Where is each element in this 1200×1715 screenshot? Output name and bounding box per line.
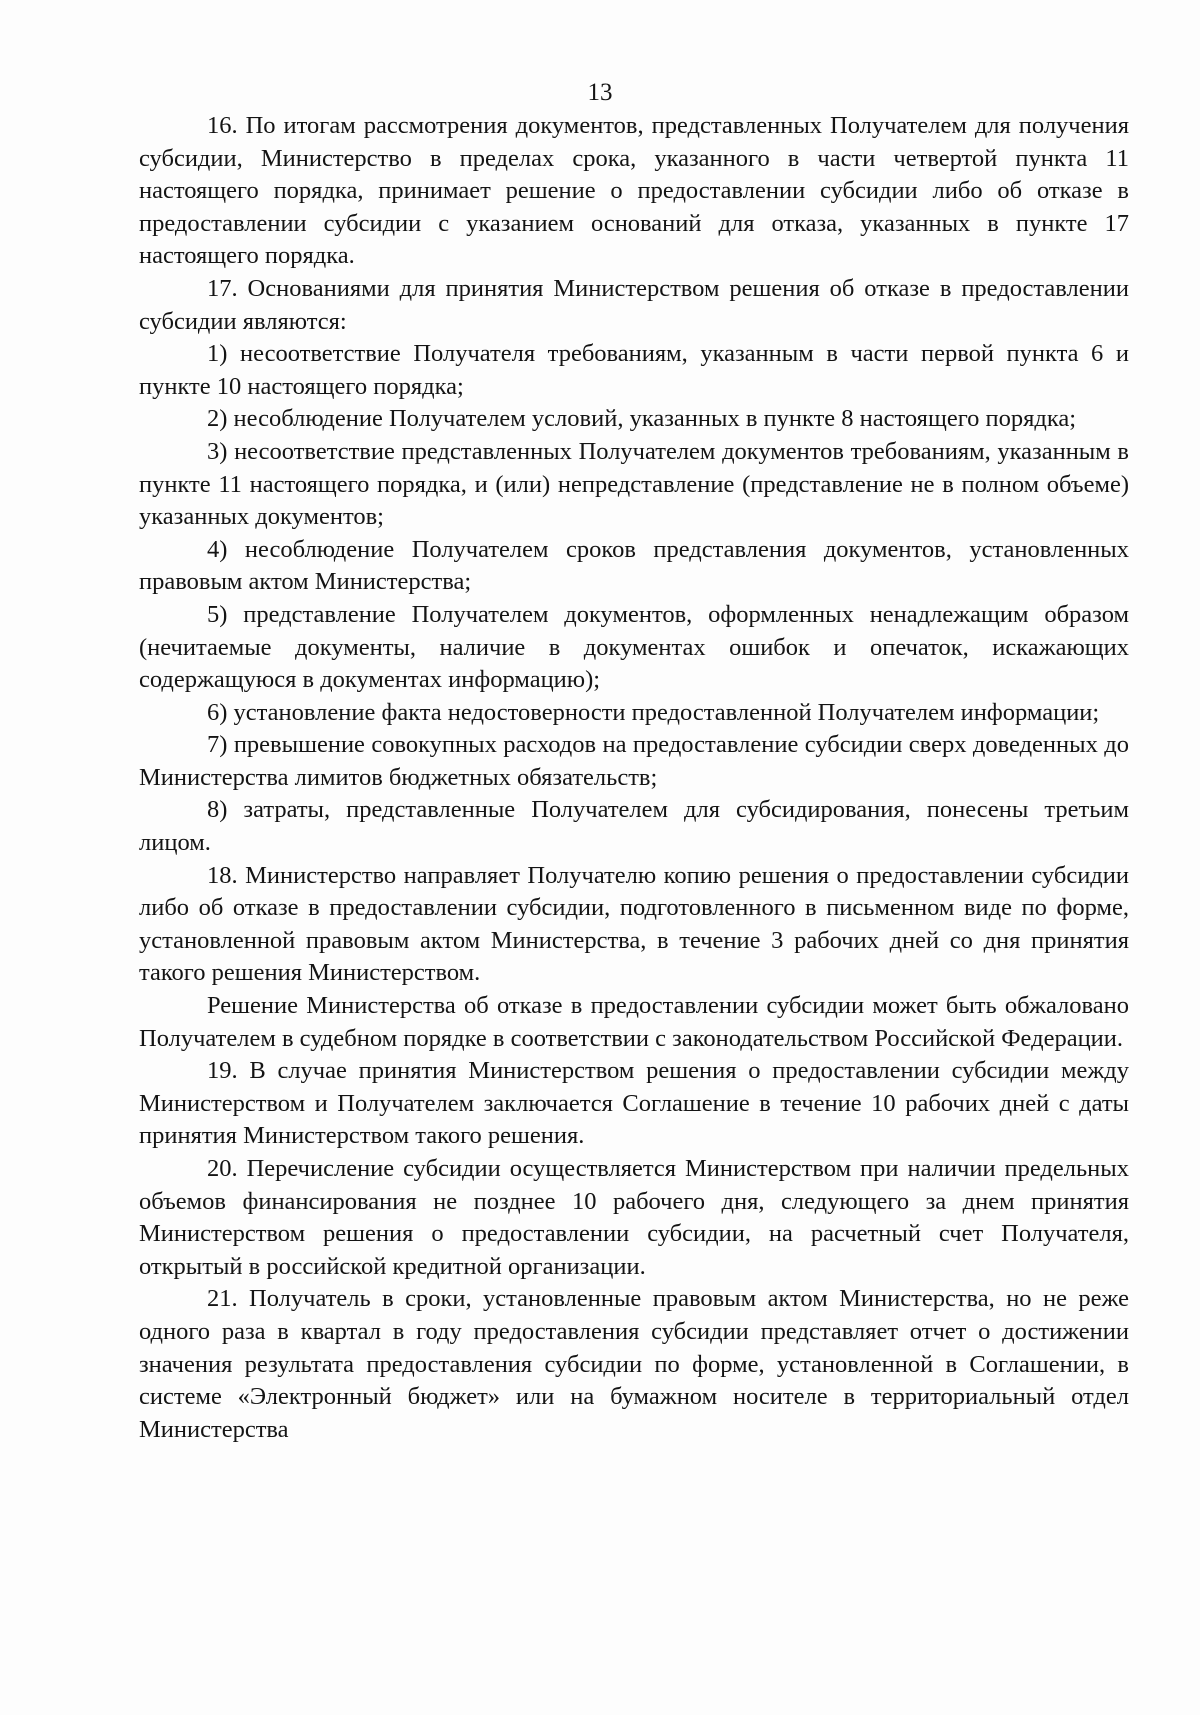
- paragraph-18: 18. Министерство направляет Получателю копию решения о предоставлении субсидии либо об отказе в предоставлении субсидии, подготовленного в письменном виде по форме, установленной правовым актом Министерства, в течение 3 рабочих дней со дня принятия такого решения Министерством.: [139, 861, 1129, 987]
- list-item-2: 2) несоблюдение Получателем условий, указанных в пункте 8 настоящего порядка;: [207, 405, 1077, 433]
- list-item-4: 4) несоблюдение Получателем сроков представления документов, установленных правовым актом Министерства;: [139, 535, 1129, 596]
- paragraph-18-appeal: Решение Министерства об отказе в предоставлении субсидии может быть обжаловано Получателем в судебном порядке в соответствии с законодательством Российской Федерации.: [139, 992, 1129, 1052]
- page-number: 13: [587, 79, 613, 106]
- paragraph-20: 20. Перечисление субсидии осуществляется Министерством при наличии предельных объемов финансирования не позднее 10 рабочего дня, следующего за днем принятия Министерством решения о предоставлении субсидии, на расчетный счет Получателя, открытый в российской кредитной организации.: [139, 1155, 1129, 1280]
- list-item-7: 7) превышение совокупных расходов на предоставление субсидии сверх доведенных до Министерства лимитов бюджетных обязательств;: [139, 731, 1129, 791]
- list-item-5: 5) представление Получателем документов, оформленных ненадлежащим образом (нечитаемые документы, наличие в документах ошибок и опечаток, искажающих содержащуюся в документах информацию);: [139, 600, 1129, 694]
- document-body: [139, 110, 1129, 1446]
- paragraph-21: 21. Получатель в сроки, установленные правовым актом Министерства, но не реже одного раза в квартал в году предоставления субсидии представляет отчет о достижении значения результата предоставления субсидии по форме, установленной в Соглашении, в системе «Электронный бюджет» или на бумажном носителе в территориальный отдел Министерства: [139, 1285, 1129, 1443]
- paragraph-19: 19. В случае принятия Министерством решения о предоставлении субсидии между Министерством и Получателем заключается Соглашение в течение 10 рабочих дней с даты принятия Министерством такого решения.: [139, 1057, 1129, 1150]
- list-item-3: 3) несоответствие представленных Получателем документов требованиям, указанным в пункте 11 настоящего порядка, и (или) непредставление (представление не в полном объеме) указанных документов;: [139, 437, 1129, 531]
- paragraph-17: 17. Основаниями для принятия Министерством решения об отказе в предоставлении субсидии являются:: [139, 274, 1129, 335]
- list-item-1: 1) несоответствие Получателя требованиям, указанным в части первой пункта 6 и пункте 10 настоящего порядка;: [139, 340, 1129, 400]
- list-item-6: 6) установление факта недостоверности предоставленной Получателем информации;: [207, 698, 1100, 726]
- list-item-8: 8) затраты, представленные Получателем для субсидирования, понесены третьим лицом.: [139, 796, 1129, 857]
- paragraph-16: 16. По итогам рассмотрения документов, представленных Получателем для получения субсидии, Министерство в пределах срока, указанного в части четвертой пункта 11 настоящего порядка, принимает решение о предоставлении субсидии либо об отказе в предоставлении субсидии с указанием оснований для отказа, указанных в пункте 17 настоящего порядка.: [139, 112, 1129, 270]
